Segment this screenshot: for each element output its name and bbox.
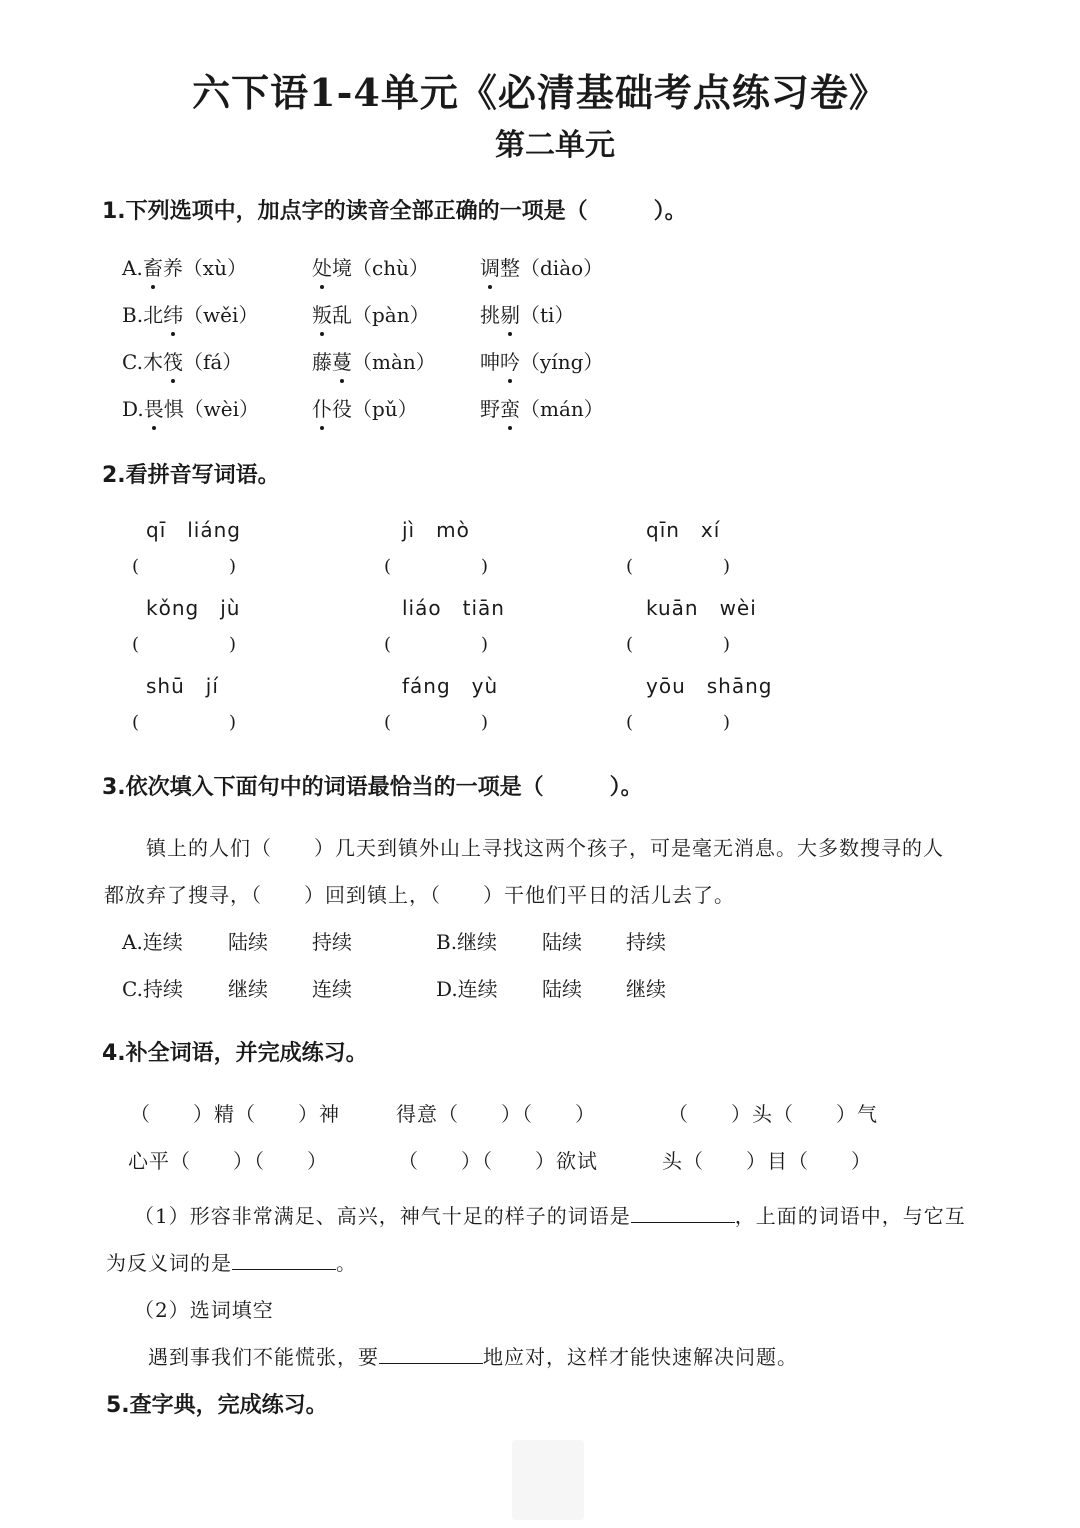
answer-box[interactable]: ( ) <box>626 712 731 733</box>
option-b-word-3 <box>480 299 574 328</box>
answer-box[interactable]: ( ) <box>384 712 489 733</box>
pinyin-label: kuān wèi <box>646 596 757 620</box>
question-4-sub-1-continued <box>106 1247 357 1276</box>
choice-a-word-2: 陆续 <box>228 930 268 954</box>
choice-d-word-3: 继续 <box>626 977 666 1001</box>
dotted-character: 筏 <box>163 346 183 375</box>
answer-box[interactable]: ( ) <box>384 634 489 655</box>
unit-subtitle: 第二单元 <box>495 128 615 163</box>
dotted-character: 吟 <box>500 346 520 375</box>
idiom-item-row1[interactable]: （ ）头（ ）气 <box>668 1102 878 1126</box>
option-a-word-1 <box>122 252 247 281</box>
idiom-item-row1[interactable]: 得意（ ）（ ） <box>396 1102 596 1126</box>
option-c-word-2 <box>312 346 436 375</box>
answer-box[interactable]: ( ) <box>132 712 237 733</box>
option-d-word-2 <box>312 393 418 422</box>
idiom-item-row2[interactable]: 头（ ）目（ ） <box>662 1149 872 1173</box>
dotted-character: 纬 <box>163 299 183 328</box>
word-suffix: 役（pǔ） <box>332 397 418 421</box>
option-d-word-1 <box>122 393 259 422</box>
choice-b-word-3: 持续 <box>626 930 666 954</box>
sub-1-text-b: ，上面的词语中，与它互 <box>734 1204 966 1228</box>
word-suffix: 乱（pàn） <box>332 303 430 327</box>
answer-blank-3[interactable] <box>379 1343 483 1364</box>
idiom-item-row2[interactable]: 心平（ ）（ ） <box>128 1149 328 1173</box>
idiom-item-row2[interactable]: （ ）（ ）欲试 <box>398 1149 598 1173</box>
question-3-passage-line-1: 镇上的人们（ ）几天到镇外山上寻找这两个孩子，可是毫无消息。大多数搜寻的人 <box>146 836 944 860</box>
word-prefix: 野 <box>480 397 500 421</box>
word-prefix: 藤 <box>312 350 332 374</box>
pinyin-label: liáo tiān <box>402 596 505 620</box>
choice-b-word-2: 陆续 <box>542 930 582 954</box>
dotted-character: 蔓 <box>332 346 352 375</box>
option-a-word-2 <box>312 252 429 281</box>
sub-2-text-a: 遇到事我们不能慌张，要 <box>148 1345 379 1369</box>
word-prefix: 挑 <box>480 303 500 327</box>
answer-box[interactable]: ( ) <box>132 556 237 577</box>
word-suffix: 整（diào） <box>500 256 604 280</box>
question-3-stem: 3.依次填入下面句中的词语最恰当的一项是（ ）。 <box>102 775 643 800</box>
question-3-passage-line-2: 都放弃了搜寻，（ ）回到镇上，（ ）干他们平日的活儿去了。 <box>104 883 735 907</box>
word-suffix: 养（xù） <box>162 256 247 280</box>
question-4-sub-2-sentence <box>148 1341 798 1370</box>
dotted-character: 叛 <box>312 299 332 328</box>
dotted-character: 剔 <box>500 299 520 328</box>
pinyin-label: kǒng jù <box>146 596 241 620</box>
word-prefix: 呻 <box>480 350 500 374</box>
choice-c-word-2: 继续 <box>228 977 268 1001</box>
sub-2-text-b: 地应对，这样才能快速解决问题。 <box>483 1345 798 1369</box>
question-5-stem: 5.查字典，完成练习。 <box>106 1393 328 1418</box>
choice-c-word-1: C.持续 <box>122 977 183 1001</box>
answer-box[interactable]: ( ) <box>132 634 237 655</box>
word-suffix: （mán） <box>520 397 604 421</box>
sub-1-text-c: 为反义词的是 <box>106 1251 232 1275</box>
choice-d-word-1: D.连续 <box>436 977 498 1001</box>
dotted-character: 蛮 <box>500 393 520 422</box>
option-label: C. <box>122 350 143 374</box>
option-c-word-3 <box>480 346 603 375</box>
pinyin-label: jì mò <box>402 518 470 542</box>
pinyin-label: shū jí <box>146 674 219 698</box>
dotted-character: 处 <box>312 252 332 281</box>
option-label: A. <box>122 256 143 280</box>
question-2-stem: 2.看拼音写词语。 <box>102 463 280 488</box>
dotted-character: 畜 <box>143 252 163 281</box>
word-suffix: （màn） <box>352 350 436 374</box>
question-4-sub-1 <box>134 1200 966 1229</box>
choice-b-word-1: B.继续 <box>436 930 498 954</box>
pinyin-label: qī liáng <box>146 518 241 542</box>
idiom-item-row1[interactable]: （ ）精（ ）神 <box>130 1102 340 1126</box>
word-prefix: 北 <box>143 303 164 327</box>
page-title: 六下语1-4单元《必清基础考点练习卷》 <box>192 70 888 115</box>
word-suffix: （ti） <box>520 303 575 327</box>
option-a-word-3 <box>480 252 603 281</box>
answer-box[interactable]: ( ) <box>626 556 731 577</box>
faint-watermark-block <box>512 1440 584 1520</box>
option-c-word-1 <box>122 346 242 375</box>
answer-box[interactable]: ( ) <box>626 634 731 655</box>
option-label: B. <box>122 303 144 327</box>
choice-a-word-3: 持续 <box>312 930 352 954</box>
pinyin-label: yōu shāng <box>646 674 773 698</box>
question-4-stem: 4.补全词语，并完成练习。 <box>102 1041 368 1066</box>
dotted-character: 仆 <box>312 393 332 422</box>
word-prefix: 木 <box>142 350 163 374</box>
option-b-word-2 <box>312 299 430 328</box>
option-d-word-3 <box>480 393 604 422</box>
sub-1-text-d: 。 <box>336 1251 357 1275</box>
dotted-character: 调 <box>480 252 500 281</box>
choice-a-word-1: A.连续 <box>122 930 183 954</box>
answer-blank-1[interactable] <box>631 1202 735 1223</box>
word-suffix: （fá） <box>182 350 243 374</box>
word-suffix: （wěi） <box>183 303 259 327</box>
pinyin-label: fáng yù <box>402 674 499 698</box>
option-label: D. <box>122 397 144 421</box>
answer-box[interactable]: ( ) <box>384 556 489 577</box>
question-1-stem: 1.下列选项中，加点字的读音全部正确的一项是（ ）。 <box>102 199 687 224</box>
sub-1-text-a: （1）形容非常满足、高兴，神气十足的样子的词语是 <box>134 1204 631 1228</box>
choice-d-word-2: 陆续 <box>542 977 582 1001</box>
dotted-character: 畏 <box>144 393 164 422</box>
answer-blank-2[interactable] <box>232 1249 336 1270</box>
word-suffix: 境（chù） <box>332 256 429 280</box>
word-suffix: （yíng） <box>520 350 604 374</box>
question-4-sub-2: （2）选词填空 <box>134 1298 274 1322</box>
pinyin-label: qīn xí <box>646 518 721 542</box>
choice-c-word-3: 连续 <box>312 977 352 1001</box>
word-suffix: 惧（wèi） <box>163 397 260 421</box>
option-b-word-1 <box>122 299 258 328</box>
